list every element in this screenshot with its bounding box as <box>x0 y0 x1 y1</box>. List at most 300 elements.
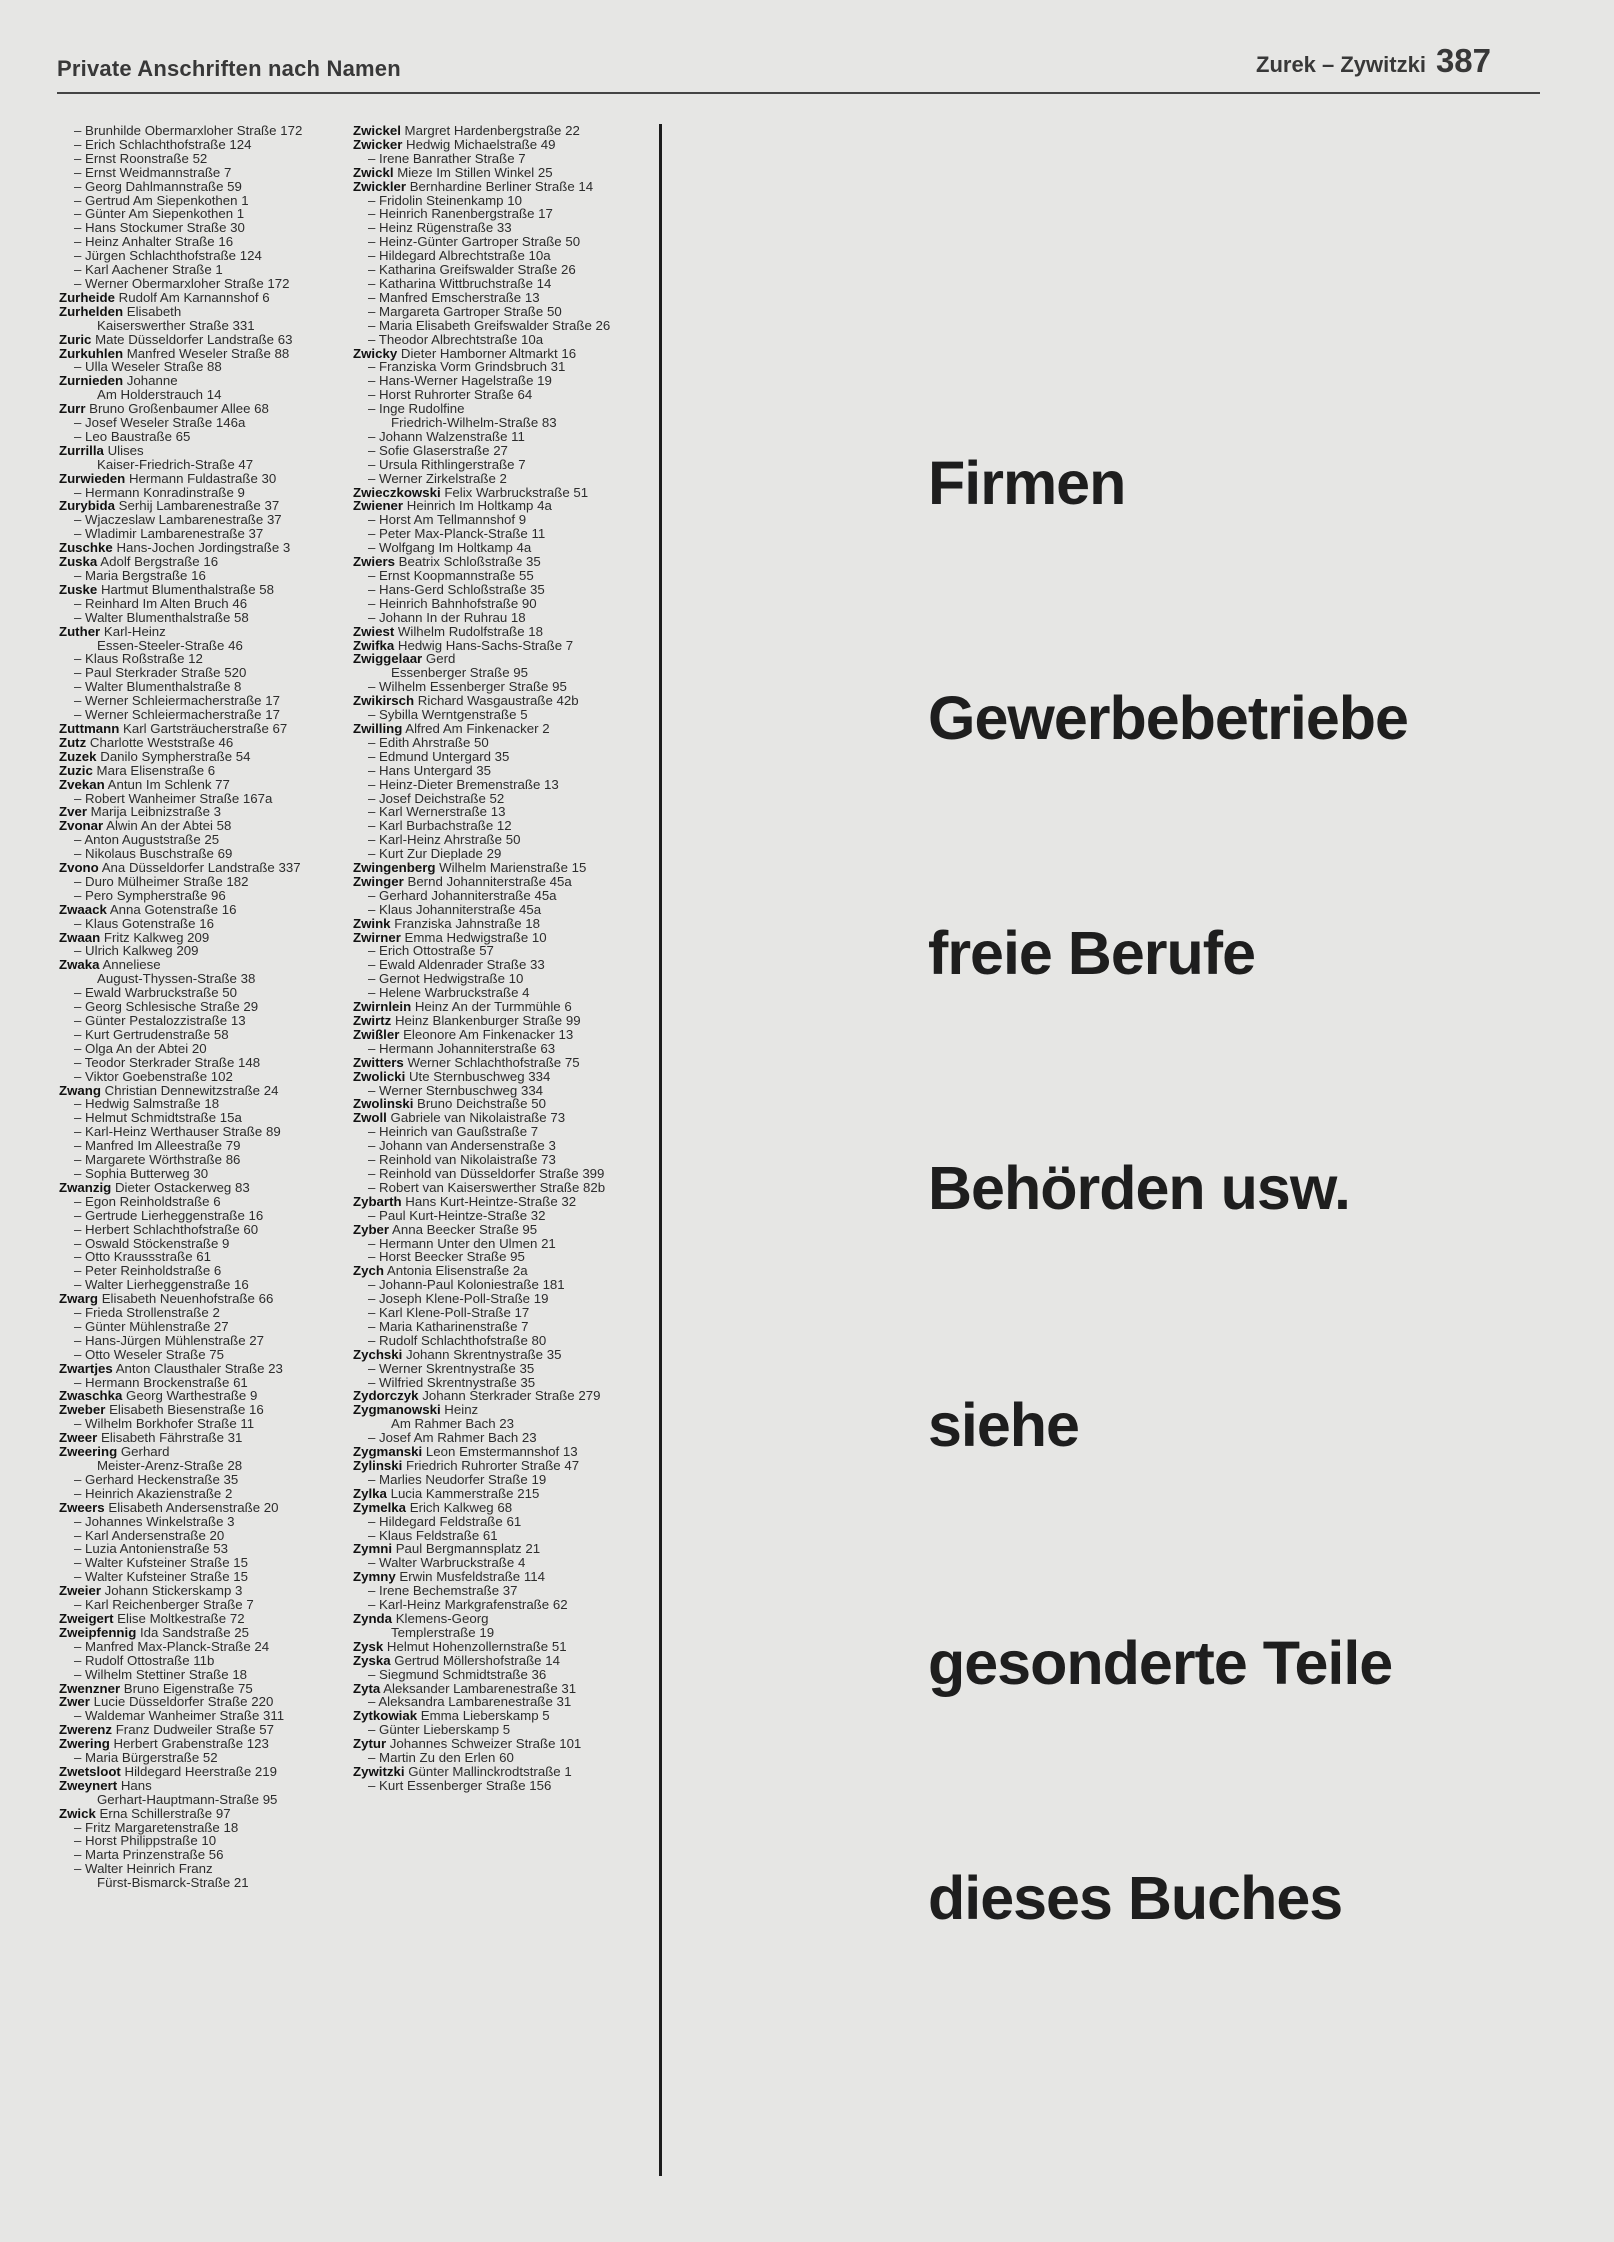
listing-entry: Zyta Aleksander Lambarenestraße 31 <box>353 1680 577 1696</box>
listing-entry: – Horst Am Tellmannshof 9 <box>368 512 527 528</box>
listing-entry: – Duro Mülheimer Straße 182 <box>74 873 249 889</box>
name-range: Zurek – Zywitzki <box>1256 52 1426 77</box>
surname: Zwirner <box>353 929 401 945</box>
listing-entry: – Herbert Schlachthofstraße 60 <box>74 1221 259 1237</box>
listing-entry: Zwaka Anneliese <box>59 957 161 973</box>
listing-entry: Zwickel Margret Hardenbergstraße 22 <box>353 123 580 138</box>
listing-entry: Essenberger Straße 95 <box>391 665 528 681</box>
listing-entry: Zych Antonia Elisenstraße 2a <box>353 1263 528 1279</box>
surname: Zwering <box>59 1736 110 1752</box>
listing-entry: – Aleksandra Lambarenestraße 31 <box>368 1694 572 1710</box>
listing-entry: – Sophia Butterweg 30 <box>74 1165 209 1181</box>
listing-entry: Zydorczyk Johann Sterkrader Straße 279 <box>353 1388 601 1404</box>
surname: Zwitters <box>353 1054 404 1070</box>
listing-entry: Am Rahmer Bach 23 <box>391 1416 514 1432</box>
listing-entry: Zwer Lucie Düsseldorfer Straße 220 <box>59 1694 274 1710</box>
listing-entry: – Rudolf Ottostraße 11b <box>74 1652 215 1668</box>
listing-entry: Zybarth Hans Kurt-Heintze-Straße 32 <box>353 1193 577 1209</box>
surname: Zurr <box>59 401 86 417</box>
listing-entry: Zymny Erwin Musfeldstraße 114 <box>353 1569 545 1585</box>
listing-entry: – Heinrich Akazienstraße 2 <box>74 1485 233 1501</box>
listing-entry: Fürst-Bismarck-Straße 21 <box>97 1875 249 1891</box>
listing-entry: – Karl Reichenberger Straße 7 <box>74 1597 254 1613</box>
listing-entry: – Klaus Roßstraße 12 <box>74 651 203 667</box>
surname: Zwicky <box>353 345 398 361</box>
listing-entry: Kaiserswerther Straße 331 <box>97 317 255 333</box>
listing-entry: – Gertrud Am Siepenkothen 1 <box>74 192 249 208</box>
listing-entry: – Edmund Untergard 35 <box>368 748 510 764</box>
listing-entry: Zurkuhlen Manfred Weseler Straße 88 <box>59 345 290 361</box>
listing-entry: – Josef Am Rahmer Bach 23 <box>368 1430 537 1446</box>
surname: Zuzic <box>59 762 93 778</box>
listing-entry: Meister-Arenz-Straße 28 <box>97 1458 243 1473</box>
listing-entry: – Heinz Rügenstraße 33 <box>368 220 512 236</box>
listing-entry: – Werner Zirkelstraße 2 <box>368 470 507 486</box>
listing-entry: – Hedwig Salmstraße 18 <box>74 1096 220 1112</box>
listing-entry: – Olga An der Abtei 20 <box>74 1040 207 1056</box>
listing-entry: Zywitzki Günter Mallinckrodtstraße 1 <box>353 1763 572 1779</box>
listing-entry: – Otto Weseler Straße 75 <box>74 1346 224 1362</box>
surname: Zwick <box>59 1805 96 1821</box>
listing-entry: – Maria Katharinenstraße 7 <box>368 1318 529 1334</box>
listing-entry: – Hans Untergard 35 <box>368 762 492 778</box>
listing-entry: Zwanzig Dieter Ostackerweg 83 <box>59 1179 250 1195</box>
surname: Zver <box>59 804 87 820</box>
listing-entry: – Pero Sympherstraße 96 <box>74 887 226 903</box>
surname: Zutz <box>59 734 87 750</box>
listing-entry: – Robert van Kaiserswerther Straße 82b <box>368 1179 606 1195</box>
listing-entry: – Edith Ahrstraße 50 <box>368 734 489 750</box>
listing-entry: Zweier Johann Stickerskamp 3 <box>59 1583 243 1599</box>
listing-entry: Zwaschka Georg Warthestraße 9 <box>59 1388 258 1404</box>
listing-entry: – Oswald Stöckenstraße 9 <box>74 1235 230 1251</box>
listing-entry: – Helene Warbruckstraße 4 <box>368 985 530 1001</box>
listing-entry: Zwarg Elisabeth Neuenhofstraße 66 <box>59 1291 274 1307</box>
listing-entry: Zwieczkowski Felix Warbruckstraße 51 <box>353 484 589 500</box>
listing-entry: – Inge Rudolfine <box>368 401 465 417</box>
listing-entry: Zygmanowski Heinz <box>353 1402 479 1418</box>
listing-entry: – Marlies Neudorfer Straße 19 <box>368 1471 547 1487</box>
surname: Zywitzki <box>353 1763 405 1779</box>
listing-entry: – Ulrich Kalkweg 209 <box>74 943 199 959</box>
surname: Zydorczyk <box>353 1388 419 1404</box>
listing-entry: – Hans-Werner Hagelstraße 19 <box>368 373 552 389</box>
listing-entry: – Paul Sterkrader Straße 520 <box>74 665 247 681</box>
listing-entry: – Leo Baustraße 65 <box>74 428 191 444</box>
listing-entry: – Reinhold van Nikolaistraße 73 <box>368 1152 556 1168</box>
listing-entry: Zuzic Mara Elisenstraße 6 <box>59 762 216 778</box>
listing-entry: – Werner Skrentnystraße 35 <box>368 1360 535 1376</box>
listing-entry: Zvonar Alwin An der Abtei 58 <box>59 818 232 834</box>
surname: Zwarg <box>59 1291 99 1307</box>
surname: Zwaschka <box>59 1388 123 1404</box>
listing-entry: Zwingenberg Wilhelm Marienstraße 15 <box>353 860 587 876</box>
listing-entry: – Hermann Brockenstraße 61 <box>74 1374 248 1390</box>
surname: Zwirnlein <box>353 999 412 1015</box>
surname: Zwaack <box>59 901 107 917</box>
surname: Zwiggelaar <box>353 651 423 667</box>
listing-entry: – Walter Heinrich Franz <box>74 1861 213 1877</box>
listing-entry: – Horst Ruhrorter Straße 64 <box>368 387 533 403</box>
listing-entry: – Wladimir Lambarenestraße 37 <box>74 526 264 542</box>
listing-entry: Zurrilla Ulises <box>59 442 144 458</box>
listing-entry: Zurr Bruno Großenbaumer Allee 68 <box>59 401 269 417</box>
listing-entry: – Klaus Feldstraße 61 <box>368 1527 498 1543</box>
listing-entry: Kaiser-Friedrich-Straße 47 <box>97 456 254 472</box>
listing-entry: – Klaus Johanniterstraße 45a <box>368 901 542 917</box>
listing-entry: – Heinrich Bahnhofstraße 90 <box>368 595 537 611</box>
listing-entry: Zygmanski Leon Emstermannshof 13 <box>353 1444 578 1460</box>
surname: Zwingenberg <box>353 860 436 876</box>
listing-entry: – Paul Kurt-Heintze-Straße 32 <box>368 1207 546 1223</box>
listing-entry: Zwartjes Anton Clausthaler Straße 23 <box>59 1360 283 1376</box>
surname: Zych <box>353 1263 384 1279</box>
listing-entry: – Reinhold van Düsseldorfer Straße 399 <box>368 1165 605 1181</box>
surname: Zvekan <box>59 776 105 792</box>
listing-entry: – Klaus Gotenstraße 16 <box>74 915 214 931</box>
listing-entry: Zurheide Rudolf Am Karnannshof 6 <box>59 289 270 305</box>
surname: Zwickler <box>353 178 407 194</box>
surname: Zvono <box>59 860 99 876</box>
surname: Zymni <box>353 1541 393 1557</box>
surname: Zweber <box>59 1402 106 1418</box>
surname: Zwaka <box>59 957 100 973</box>
surname: Zuther <box>59 623 101 639</box>
listing-entry: – Karl-Heinz Markgrafenstraße 62 <box>368 1597 568 1613</box>
surname: Zysk <box>353 1638 384 1654</box>
listing-entry: – Irene Bechemstraße 37 <box>368 1583 518 1599</box>
listing-entry: August-Thyssen-Straße 38 <box>97 971 256 987</box>
listing-entry: Zwang Christian Dennewitzstraße 24 <box>59 1082 279 1098</box>
listing-entry: – Jürgen Schlachthofstraße 124 <box>74 248 262 264</box>
listing-entry: – Kurt Zur Dieplade 29 <box>368 846 502 862</box>
notice-line: dieses Buches <box>928 1864 1343 1932</box>
listing-entry: – Karl Aachener Straße 1 <box>74 262 223 278</box>
listing-entry: Zweering Gerhard <box>59 1444 170 1460</box>
listing-entry: – Walter Kufsteiner Straße 15 <box>74 1569 249 1585</box>
listing-entry: – Georg Schlesische Straße 29 <box>74 999 259 1015</box>
listing-entry: Zysk Helmut Hohenzollernstraße 51 <box>353 1638 567 1654</box>
surname: Zwolinski <box>353 1096 414 1112</box>
surname: Zwerenz <box>59 1722 113 1738</box>
listing-entry: – Kurt Gertrudenstraße 58 <box>74 1026 229 1042</box>
surname: Zwanzig <box>59 1179 112 1195</box>
surname: Zwang <box>59 1082 101 1098</box>
surname: Zuska <box>59 554 98 570</box>
surname: Zwiest <box>353 623 395 639</box>
listing-entry: Zwiener Heinrich Im Holtkamp 4a <box>353 498 552 514</box>
listing-entry: – Margareta Gartroper Straße 50 <box>368 303 562 319</box>
surname: Zylka <box>353 1485 387 1501</box>
listing-entry: Zurwieden Hermann Fuldastraße 30 <box>59 470 277 486</box>
listing-column-1 <box>59 124 302 1890</box>
listing-entry: – Erich Ottostraße 57 <box>368 943 494 959</box>
surname: Zwißler <box>353 1026 400 1042</box>
surname: Zybarth <box>353 1193 402 1209</box>
listing-entry: Zvekan Antun Im Schlenk 77 <box>59 776 230 792</box>
surname: Zweering <box>59 1444 118 1460</box>
listing-entry: – Heinrich Ranenbergstraße 17 <box>368 206 553 222</box>
listing-entry: – Heinz Anhalter Straße 16 <box>74 234 234 250</box>
listing-entry: Zylinski Friedrich Ruhrorter Straße 47 <box>353 1458 580 1473</box>
listing-entry: – Werner Sternbuschweg 334 <box>368 1082 544 1098</box>
listing-entry: Zwoll Gabriele van Nikolaistraße 73 <box>353 1110 566 1126</box>
surname: Zwetsloot <box>59 1763 121 1779</box>
listing-entry: Essen-Steeler-Straße 46 <box>97 637 243 653</box>
listing-entry: Zwick Erna Schillerstraße 97 <box>59 1805 231 1821</box>
listing-entry: – Robert Wanheimer Straße 167a <box>74 790 273 806</box>
page-header-right <box>1256 42 1491 80</box>
listing-entry: – Hans Stockumer Straße 30 <box>74 220 245 236</box>
surname: Zuschke <box>59 540 113 556</box>
listing-entry: – Karl Klene-Poll-Straße 17 <box>368 1305 530 1321</box>
surname: Zweers <box>59 1499 105 1515</box>
listing-entry: – Heinz-Günter Gartroper Straße 50 <box>368 234 581 250</box>
listing-entry: Zynda Klemens-Georg <box>353 1610 489 1626</box>
listing-entry: – Reinhard Im Alten Bruch 46 <box>74 595 248 611</box>
listing-entry: – Heinz-Dieter Bremenstraße 13 <box>368 776 559 792</box>
listing-entry: Templerstraße 19 <box>391 1624 495 1640</box>
listing-entry: – Ewald Aldenrader Straße 33 <box>368 957 545 973</box>
listing-entry: Zychski Johann Skrentnystraße 35 <box>353 1346 562 1362</box>
listing-entry: Zuska Adolf Bergstraße 16 <box>59 554 219 570</box>
listing-entry: – Karl Wernerstraße 13 <box>368 804 506 820</box>
listing-entry: – Katharina Wittbruchstraße 14 <box>368 275 552 291</box>
listing-entry: – Wolfgang Im Holtkamp 4a <box>368 540 532 556</box>
listing-entry: – Hans-Gerd Schloßstraße 35 <box>368 581 545 597</box>
listing-entry: – Manfred Max-Planck-Straße 24 <box>74 1638 270 1654</box>
listing-entry: – Werner Schleiermacherstraße 17 <box>74 707 280 723</box>
listing-entry: – Ernst Weidmannstraße 7 <box>74 164 232 180</box>
listing-entry: Zver Marija Leibnizstraße 3 <box>59 804 222 820</box>
listing-entry: – Fridolin Steinenkamp 10 <box>368 192 522 208</box>
listing-entry: – Walter Blumenthalstraße 8 <box>74 679 242 695</box>
surname: Zurybida <box>59 498 115 514</box>
listing-entry: Zytkowiak Emma Lieberskamp 5 <box>353 1708 550 1724</box>
listing-entry: – Gerhard Johanniterstraße 45a <box>368 887 557 903</box>
listing-entry: – Johann van Andersenstraße 3 <box>368 1138 556 1154</box>
listing-entry: Zweer Elisabeth Fährstraße 31 <box>59 1430 243 1446</box>
listing-entry: – Gernot Hedwigstraße 10 <box>368 971 524 987</box>
listing-entry: – Brunhilde Obermarxloher Straße 172 <box>74 123 303 138</box>
surname: Zwieczkowski <box>353 484 441 500</box>
surname: Zurhelden <box>59 303 124 319</box>
listing-entry: – Maria Bürgerstraße 52 <box>74 1750 218 1766</box>
listing-entry: Zweber Elisabeth Biesenstraße 16 <box>59 1402 264 1418</box>
listing-entry: Zweynert Hans <box>59 1777 152 1793</box>
listing-entry: Zwicky Dieter Hamborner Altmarkt 16 <box>353 345 577 361</box>
listing-entry: – Peter Reinholdstraße 6 <box>74 1263 222 1279</box>
listing-entry: – Ernst Koopmannstraße 55 <box>368 568 534 583</box>
listing-entry: – Katharina Greifswalder Straße 26 <box>368 262 576 278</box>
listing-entry: – Manfred Im Alleestraße 79 <box>74 1138 241 1154</box>
listing-entry: – Egon Reinholdstraße 6 <box>74 1193 221 1209</box>
listing-entry: – Johannes Winkelstraße 3 <box>74 1513 235 1529</box>
surname: Zwilling <box>353 720 403 736</box>
surname: Zweynert <box>59 1777 118 1793</box>
listing-entry: – Wjaczeslaw Lambarenestraße 37 <box>74 512 282 528</box>
notice-line: gesonderte Teile <box>928 1629 1393 1697</box>
listing-entry: Zymelka Erich Kalkweg 68 <box>353 1499 513 1515</box>
listing-entry: Friedrich-Wilhelm-Straße 83 <box>391 415 557 431</box>
surname: Zymny <box>353 1569 396 1585</box>
listing-entry: Zuske Hartmut Blumenthalstraße 58 <box>59 581 275 597</box>
listing-entry: – Ursula Rithlingerstraße 7 <box>368 456 526 472</box>
listing-entry: Zwerenz Franz Dudweiler Straße 57 <box>59 1722 275 1738</box>
listing-entry: Zweers Elisabeth Andersenstraße 20 <box>59 1499 279 1515</box>
surname: Zyber <box>353 1221 390 1237</box>
listing-entry: Am Holderstrauch 14 <box>97 387 222 403</box>
listing-entry: Zwirtz Heinz Blankenburger Straße 99 <box>353 1013 581 1028</box>
surname: Zwickel <box>353 123 401 138</box>
listing-entry: – Günter Pestalozzistraße 13 <box>74 1013 246 1028</box>
listing-entry: Zwitters Werner Schlachthofstraße 75 <box>353 1054 580 1070</box>
listing-entry: – Horst Philippstraße 10 <box>74 1833 217 1849</box>
surname: Zurwieden <box>59 470 126 486</box>
surname: Zwikirsch <box>353 693 415 709</box>
listing-entry: – Waldemar Wanheimer Straße 311 <box>74 1708 285 1724</box>
surname: Zytkowiak <box>353 1708 418 1724</box>
listing-entry: – Manfred Emscherstraße 13 <box>368 289 540 305</box>
listing-entry: Zymni Paul Bergmannsplatz 21 <box>353 1541 541 1557</box>
listing-entry: Zwirnlein Heinz An der Turmmühle 6 <box>353 999 572 1015</box>
surname: Zwoll <box>353 1110 387 1126</box>
listing-entry: – Johann Walzenstraße 11 <box>368 428 525 444</box>
surname: Zygmanowski <box>353 1402 441 1418</box>
listing-entry: – Wilfried Skrentnystraße 35 <box>368 1374 536 1390</box>
listing-entry: Zwolicki Ute Sternbuschweg 334 <box>353 1068 551 1084</box>
listing-entry: – Viktor Goebenstraße 102 <box>74 1068 233 1084</box>
listing-entry: – Karl-Heinz Ahrstraße 50 <box>368 832 521 848</box>
listing-entry: Zwicker Hedwig Michaelstraße 49 <box>353 136 556 152</box>
listing-entry: – Wilhelm Borkhofer Straße 11 <box>74 1416 255 1432</box>
listing-entry: – Hermann Johanniterstraße 63 <box>368 1040 556 1056</box>
listing-entry: – Werner Obermarxloher Straße 172 <box>74 275 290 291</box>
column-divider <box>659 124 662 2176</box>
surname: Zurnieden <box>59 373 124 389</box>
notice-line: Gewerbebetriebe <box>928 684 1408 752</box>
listing-entry: Zwering Herbert Grabenstraße 123 <box>59 1736 269 1752</box>
surname: Zurrilla <box>59 442 104 458</box>
listing-entry: – Hildegard Feldstraße 61 <box>368 1513 522 1529</box>
surname: Zuric <box>59 331 92 347</box>
listing-entry: – Irene Banrather Straße 7 <box>368 150 526 166</box>
surname: Zwifka <box>353 637 395 653</box>
listing-entry: – Maria Elisabeth Greifswalder Straße 26 <box>368 317 611 333</box>
listing-entry: Zwetsloot Hildegard Heerstraße 219 <box>59 1763 277 1779</box>
listing-entry: – Hildegard Albrechtstraße 10a <box>368 248 551 264</box>
listing-entry: – Martin Zu den Erlen 60 <box>368 1750 514 1766</box>
listing-entry: Zwilling Alfred Am Finkenacker 2 <box>353 720 550 736</box>
listing-entry: Gerhart-Hauptmann-Straße 95 <box>97 1791 278 1807</box>
surname: Zygmanski <box>353 1444 423 1460</box>
listing-entry: – Joseph Klene-Poll-Straße 19 <box>368 1291 549 1307</box>
listing-entry: – Helmut Schmidtstraße 15a <box>74 1110 242 1126</box>
listing-entry: – Ulla Weseler Straße 88 <box>74 359 222 375</box>
listing-entry: Zurybida Serhij Lambarenestraße 37 <box>59 498 280 514</box>
listing-entry: – Sybilla Werntgenstraße 5 <box>368 707 528 723</box>
listing-entry: Zweipfennig Ida Sandstraße 25 <box>59 1624 249 1640</box>
listing-entry: Zytur Johannes Schweizer Straße 101 <box>353 1736 582 1752</box>
listing-entry: Zuric Mate Düsseldorfer Landstraße 63 <box>59 331 293 347</box>
notice-line: freie Berufe <box>928 919 1256 987</box>
listing-entry: Zwolinski Bruno Deichstraße 50 <box>353 1096 546 1112</box>
listing-entry: Zwiest Wilhelm Rudolfstraße 18 <box>353 623 543 639</box>
listing-entry: – Günter Mühlenstraße 27 <box>74 1318 229 1334</box>
surname: Zurkuhlen <box>59 345 124 361</box>
listing-entry: – Ewald Warbruckstraße 50 <box>74 985 237 1001</box>
listing-entry: Zvono Ana Düsseldorfer Landstraße 337 <box>59 860 301 876</box>
listing-entry: Zwikirsch Richard Wasgaustraße 42b <box>353 693 579 709</box>
header-rule <box>57 92 1540 94</box>
listing-entry: – Frieda Strollenstraße 2 <box>74 1305 220 1321</box>
listing-entry: – Theodor Albrechtstraße 10a <box>368 331 544 347</box>
listing-entry: Zwenzner Bruno Eigenstraße 75 <box>59 1680 253 1696</box>
listing-entry: Zuschke Hans-Jochen Jordingstraße 3 <box>59 540 291 556</box>
listing-entry: – Margarete Wörthstraße 86 <box>74 1152 241 1168</box>
listing-entry: Zwiggelaar Gerd <box>353 651 456 667</box>
section-title: Private Anschriften nach Namen <box>57 56 401 81</box>
surname: Zwirtz <box>353 1013 392 1028</box>
surname: Zvonar <box>59 818 104 834</box>
surname: Zymelka <box>353 1499 407 1515</box>
listing-entry: Zylka Lucia Kammerstraße 215 <box>353 1485 540 1501</box>
surname: Zweier <box>59 1583 101 1599</box>
notice-line: Behörden usw. <box>928 1154 1350 1222</box>
listing-entry: – Rudolf Schlachthofstraße 80 <box>368 1332 547 1348</box>
listing-entry: – Siegmund Schmidtstraße 36 <box>368 1666 547 1682</box>
listing-entry: Zwickl Mieze Im Stillen Winkel 25 <box>353 164 553 180</box>
listing-entry: Zyska Gertrud Möllershofstraße 14 <box>353 1652 560 1668</box>
listing-entry: – Walter Lierheggenstraße 16 <box>74 1277 249 1293</box>
surname: Zwink <box>353 915 391 931</box>
surname: Zweigert <box>59 1610 114 1626</box>
surname: Zwer <box>59 1694 90 1710</box>
listing-entry: Zutz Charlotte Weststraße 46 <box>59 734 234 750</box>
listing-entry: – Erich Schlachthofstraße 124 <box>74 136 252 152</box>
listing-entry: – Gertrude Lierheggenstraße 16 <box>74 1207 264 1223</box>
surname: Zytur <box>353 1736 387 1752</box>
listing-entry: – Franziska Vorm Grindsbruch 31 <box>368 359 566 375</box>
surname: Zyta <box>353 1680 381 1696</box>
listing-entry: Zurnieden Johanne <box>59 373 178 389</box>
listing-entry: – Nikolaus Buschstraße 69 <box>74 846 233 862</box>
listing-entry: – Johann-Paul Koloniestraße 181 <box>368 1277 565 1293</box>
listing-entry: Zuttmann Karl Gartsträucherstraße 67 <box>59 720 288 736</box>
listing-entry: – Georg Dahlmannstraße 59 <box>74 178 242 194</box>
surname: Zwiers <box>353 554 395 570</box>
listing-entry: – Fritz Margaretenstraße 18 <box>74 1819 239 1835</box>
listing-entry: – Walter Warbruckstraße 4 <box>368 1555 526 1571</box>
listing-entry: – Wilhelm Essenberger Straße 95 <box>368 679 567 695</box>
listing-entry: – Sofie Glaserstraße 27 <box>368 442 508 458</box>
listing-entry: Zuther Karl-Heinz <box>59 623 166 639</box>
surname: Zylinski <box>353 1458 403 1473</box>
listing-entry: – Karl-Heinz Werthauser Straße 89 <box>74 1124 281 1140</box>
surname: Zweipfennig <box>59 1624 137 1640</box>
page-number: 387 <box>1435 42 1492 79</box>
listing-entry: – Kurt Essenberger Straße 156 <box>368 1777 552 1793</box>
notice-line: siehe <box>928 1391 1079 1459</box>
listing-entry: – Maria Bergstraße 16 <box>74 568 206 583</box>
listing-entry: – Karl Andersenstraße 20 <box>74 1527 225 1543</box>
listing-entry: – Josef Weseler Straße 146a <box>74 415 246 431</box>
listing-entry: – Gerhard Heckenstraße 35 <box>74 1471 239 1487</box>
surname: Zuzek <box>59 748 97 764</box>
listing-entry: – Walter Blumenthalstraße 58 <box>74 609 249 625</box>
listing-entry: Zyber Anna Beecker Straße 95 <box>353 1221 538 1237</box>
listing-entry: – Otto Kraussstraße 61 <box>74 1249 211 1265</box>
